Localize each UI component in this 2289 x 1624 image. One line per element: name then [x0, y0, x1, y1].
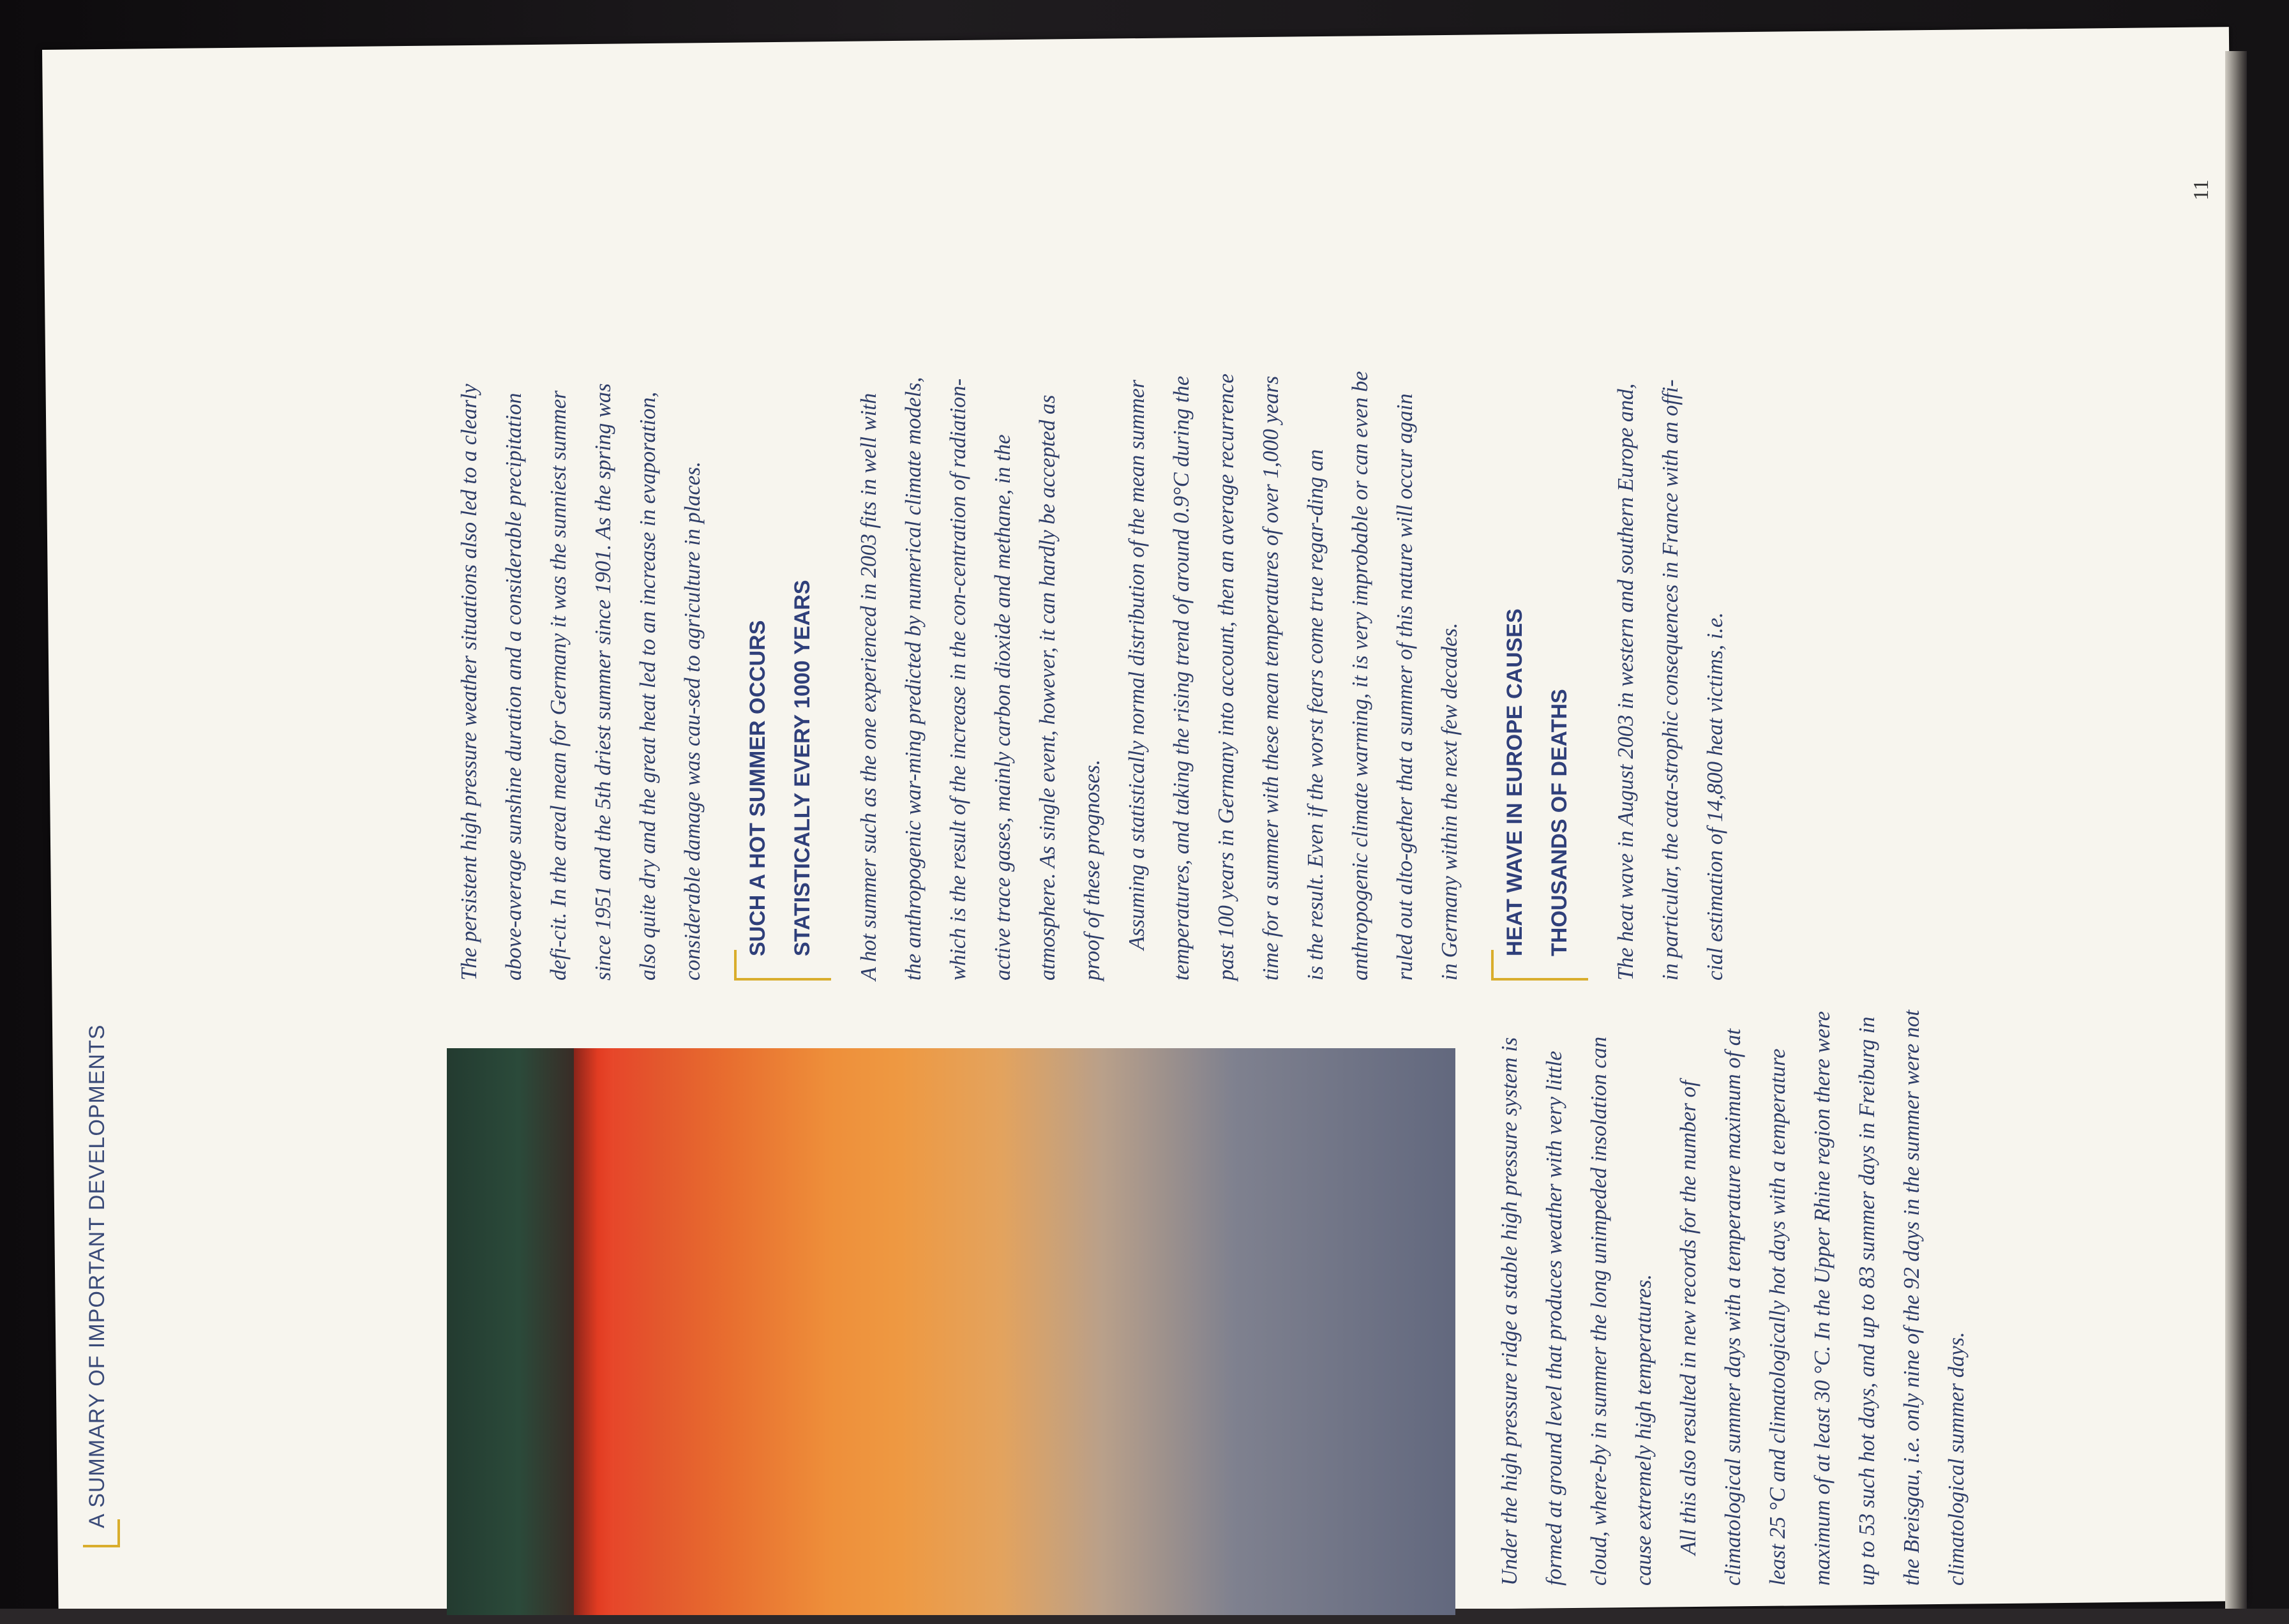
body-paragraph: All this also resulted in new records for the number of climatological summer days with a temperature maximum of at least 25 °C and climatologically hot days with a temperature maximum of at least 30 °C. In the Upper Rhine region there were up to 53 such hot days, and up to 83 summer days in Freiburg in the Breisgau, i.e. only nine of the 92 days in the summer were not climatological summer days.	[1676, 1010, 1969, 1586]
heading-line: STATISTICALLY EVERY 1000 YEARS	[790, 580, 814, 956]
body-paragraph: Under the high pressure ridge a stable high pressure system is formed at ground level that produces weather with very little cloud, where-by in summer the long unimpeded insolation can cause extremely high temperatures.	[1497, 1036, 1656, 1586]
intro-paragraph: The persistent high pressure weather situations also led to a clearly above-average sunshine duration and a considerable precipitation defi-cit. In the areal mean for Germany it was the sunniest summer since 1951 and the 5th driest summer since 1901. As the spring was also quite dry and the great heat led to an increase in evaporation, considerable damage was cau-sed to agriculture in places.	[457, 383, 705, 981]
heading-line: THOUSANDS OF DEATHS	[1547, 689, 1572, 956]
photo-horizon-glow	[574, 1048, 614, 1615]
section-heading-heat-wave	[1489, 371, 1588, 981]
heading-line: SUCH A HOT SUMMER OCCURS	[746, 620, 770, 956]
right-text-column	[447, 371, 1737, 981]
left-text-column	[1487, 998, 1979, 1586]
body-paragraph: A hot summer such as the one experienced in 2003 fits in well with the anthropogenic war-ming predicted by numerical climate models, which is the result of the increase in the con-centration of radiation-active trace gases, mainly carbon dioxide and methane, in the atmosphere. As single event, however, it can hardly be accepted as proof of these prognoses.	[857, 377, 1104, 981]
page-edge	[2225, 51, 2247, 1624]
sunset-photo	[447, 1048, 1455, 1615]
heading-line: HEAT WAVE IN EUROPE CAUSES	[1503, 608, 1527, 956]
running-head: A SUMMARY OF IMPORTANT DEVELOPMENTS	[83, 826, 111, 1547]
body-paragraph: Assuming a statistically normal distribution of the mean summer temperatures, and taking the rising trend of around 0.9°C during the past 100 years in Germany into account, then an average recurrence time for a summer with these mean temperatures of over 1,000 years is the result. Even if the worst fears come true regar-ding an anthropogenic climate warming, it is very improbable or can even be ruled out alto-gether that a summer of this nature will occur again in Germany within the next few decades.	[1125, 371, 1462, 981]
page-number: 11	[2189, 179, 2213, 200]
body-paragraph: The heat wave in August 2003 in western and southern Europe and, in particular, the cata-strophic consequences in France with an offi-cial estimation of 14,800 heat victims, i.e.	[1614, 379, 1727, 981]
photo-hills	[447, 1048, 578, 1615]
section-heading-hot-summer	[732, 371, 831, 981]
